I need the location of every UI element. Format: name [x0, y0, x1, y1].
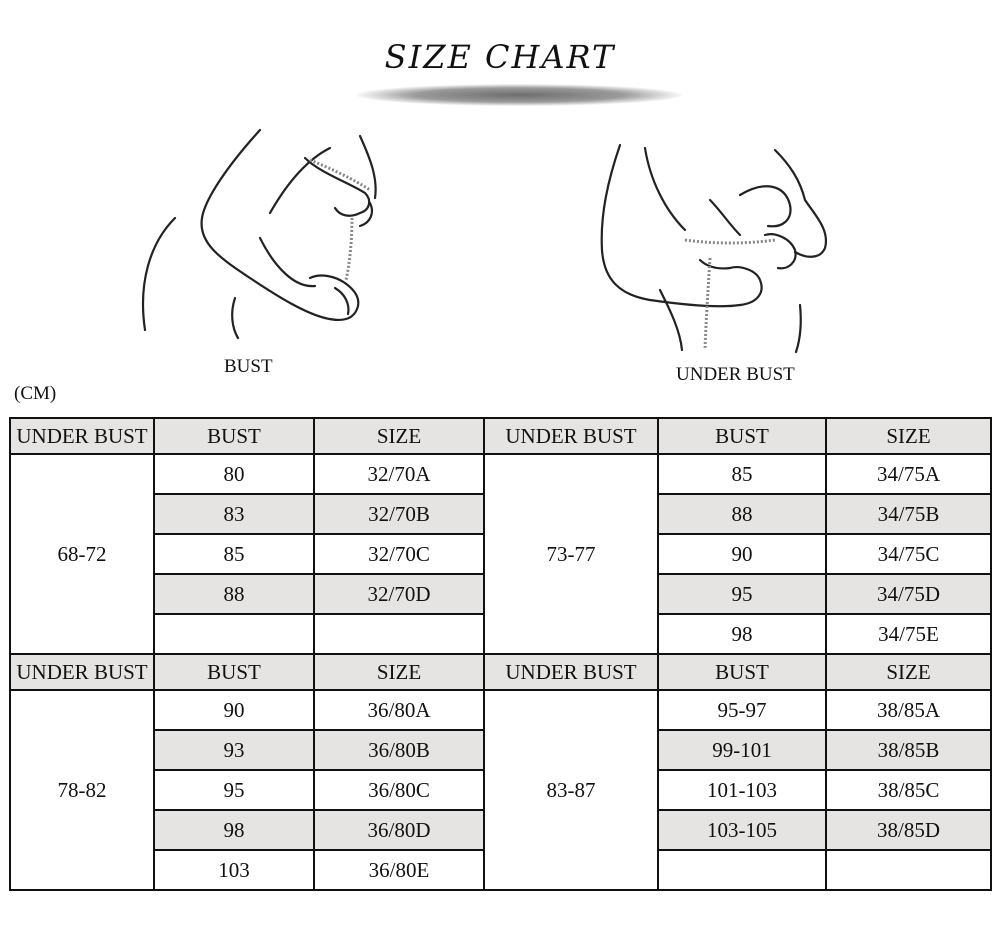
unit-label: (CM) — [14, 383, 57, 404]
bust-cell: 85 — [658, 454, 826, 494]
under-bust-measure-illustration — [590, 140, 850, 355]
header-under-bust: UNDER BUST — [484, 418, 658, 454]
page-title: SIZE CHART — [384, 38, 616, 76]
bust-cell: 88 — [154, 574, 314, 614]
bust-cell — [154, 614, 314, 654]
size-cell — [314, 614, 484, 654]
under-bust-range: 83-87 — [484, 690, 658, 890]
header-size: SIZE — [314, 654, 484, 690]
bust-cell: 103-105 — [658, 810, 826, 850]
size-cell: 36/80B — [314, 730, 484, 770]
header-bust: BUST — [154, 654, 314, 690]
header-size: SIZE — [826, 418, 991, 454]
bust-cell: 83 — [154, 494, 314, 534]
size-cell: 36/80C — [314, 770, 484, 810]
bust-cell: 80 — [154, 454, 314, 494]
size-cell: 34/75C — [826, 534, 991, 574]
size-cell: 34/75A — [826, 454, 991, 494]
bust-cell: 95 — [658, 574, 826, 614]
bust-cell: 99-101 — [658, 730, 826, 770]
size-cell: 32/70D — [314, 574, 484, 614]
bust-cell: 101-103 — [658, 770, 826, 810]
size-cell: 32/70C — [314, 534, 484, 574]
header-bust: BUST — [154, 418, 314, 454]
header-size: SIZE — [826, 654, 991, 690]
under-bust-range: 73-77 — [484, 454, 658, 654]
bust-cell: 98 — [658, 614, 826, 654]
header-size: SIZE — [314, 418, 484, 454]
size-cell — [826, 850, 991, 890]
table-header-row — [10, 418, 991, 454]
size-cell: 38/85B — [826, 730, 991, 770]
table-row — [10, 454, 991, 494]
bust-cell: 90 — [154, 690, 314, 730]
table-header-row — [10, 654, 991, 690]
under-bust-caption: UNDER BUST — [676, 364, 795, 385]
size-cell: 38/85A — [826, 690, 991, 730]
header-under-bust: UNDER BUST — [10, 654, 154, 690]
bust-cell: 98 — [154, 810, 314, 850]
size-cell: 34/75B — [826, 494, 991, 534]
bust-cell: 93 — [154, 730, 314, 770]
bust-cell: 85 — [154, 534, 314, 574]
header-bust: BUST — [658, 418, 826, 454]
size-cell: 36/80E — [314, 850, 484, 890]
header-under-bust: UNDER BUST — [10, 418, 154, 454]
table-row — [10, 690, 991, 730]
bust-cell: 95 — [154, 770, 314, 810]
size-table — [9, 417, 992, 891]
size-cell: 34/75E — [826, 614, 991, 654]
bust-cell: 88 — [658, 494, 826, 534]
bust-cell: 95-97 — [658, 690, 826, 730]
size-cell: 36/80D — [314, 810, 484, 850]
bust-caption: BUST — [224, 356, 273, 377]
header-bust: BUST — [658, 654, 826, 690]
bust-cell — [658, 850, 826, 890]
under-bust-range: 78-82 — [10, 690, 154, 890]
title-shadow — [356, 84, 682, 106]
size-cell: 38/85C — [826, 770, 991, 810]
size-cell: 36/80A — [314, 690, 484, 730]
size-cell: 38/85D — [826, 810, 991, 850]
header-under-bust: UNDER BUST — [484, 654, 658, 690]
bust-cell: 90 — [658, 534, 826, 574]
bust-measure-illustration — [120, 118, 430, 343]
under-bust-range: 68-72 — [10, 454, 154, 654]
size-cell: 32/70B — [314, 494, 484, 534]
bust-cell: 103 — [154, 850, 314, 890]
size-cell: 32/70A — [314, 454, 484, 494]
size-cell: 34/75D — [826, 574, 991, 614]
